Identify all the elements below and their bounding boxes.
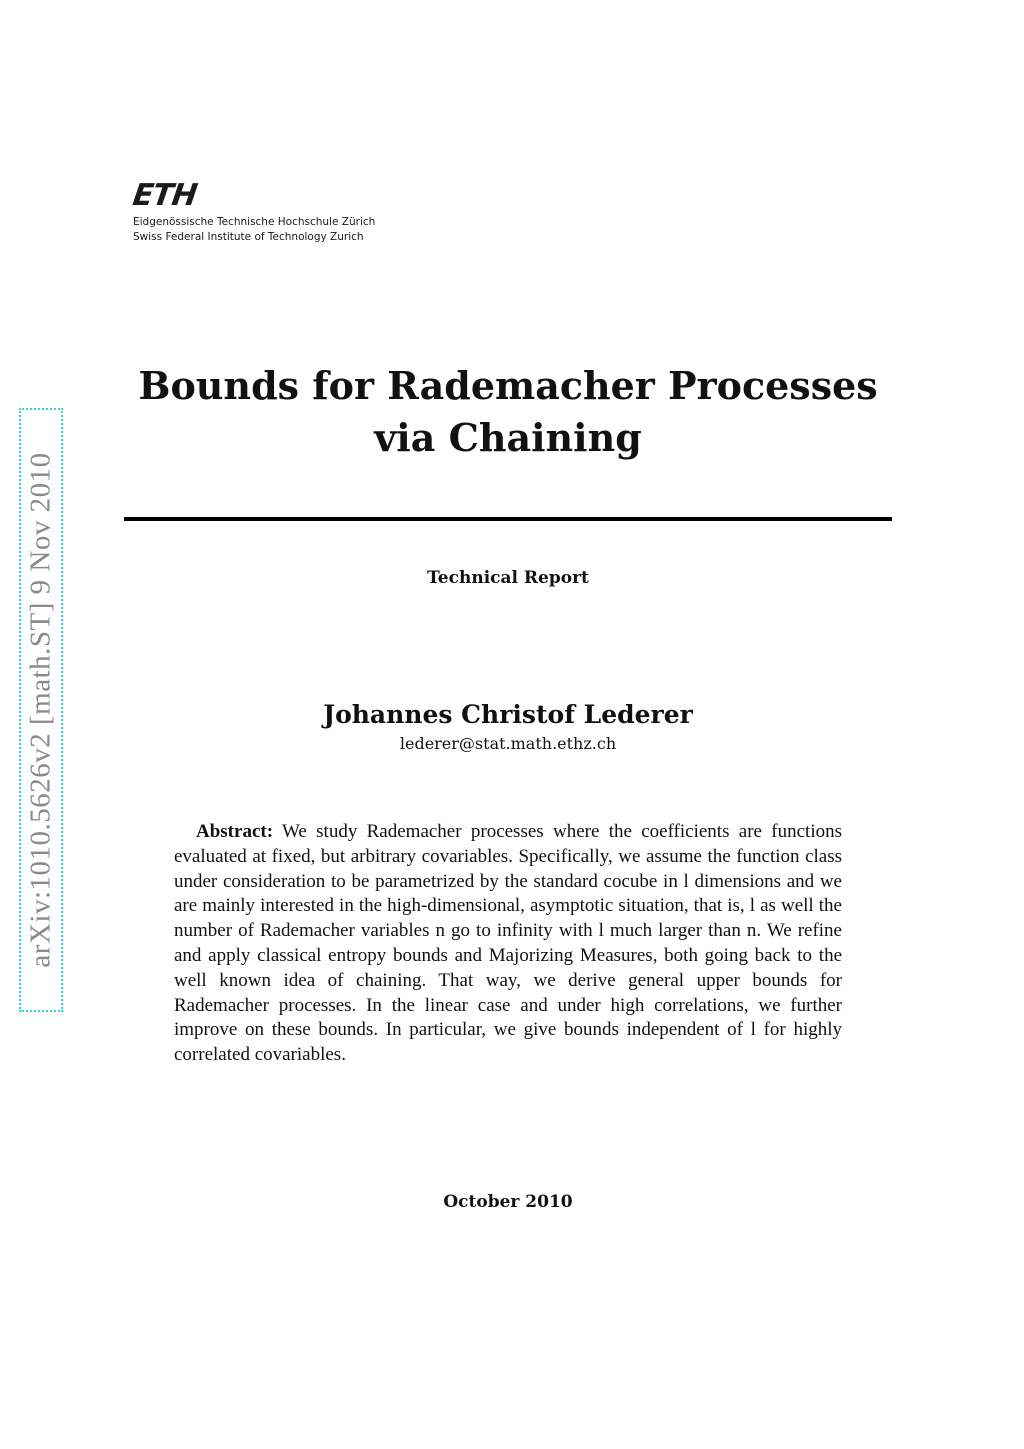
- abstract-text: We study Rademacher processes where the coefficients are functions evaluated at fixed, but arbitrary covariables. Specifically, we assume the function class under consideration to be parametrized by the standard cocube in l dimensions and we are mainly interested in the high-dimensional, asymptotic situation, that is, l as well the number of Rademacher variables n go to infinity with l much larger than n. We refine and apply classical entropy bounds and Majorizing Measures, both going back to the well known idea of chaining. That way, we derive general upper bounds for Rademacher processes. In the linear case and under high correlations, we further improve on these bounds. In particular, we give bounds independent of l for highly correlated covariables.: [174, 821, 842, 1066]
- eth-logo: [130, 178, 393, 245]
- arxiv-identifier: arXiv:1010.5626v2 [math.ST] 9 Nov 2010: [24, 452, 57, 968]
- report-type: Technical Report: [427, 568, 589, 588]
- paper-title: Bounds for Rademacher Processes via Chaining: [138, 363, 878, 460]
- eth-name-german: Eidgenössische Technische Hochschule Zürich: [133, 216, 376, 228]
- arxiv-stamp[interactable]: [19, 408, 63, 1012]
- author-name: Johannes Christof Lederer: [323, 700, 693, 729]
- eth-name-english: Swiss Federal Institute of Technology Zurich: [133, 231, 364, 243]
- eth-wordmark: ETH: [130, 178, 199, 213]
- abstract: [174, 820, 842, 1068]
- author-email: lederer@stat.math.ethz.ch: [399, 734, 617, 753]
- report-date: October 2010: [443, 1192, 573, 1212]
- abstract-label: Abstract:: [196, 821, 274, 842]
- title-divider: [124, 517, 892, 521]
